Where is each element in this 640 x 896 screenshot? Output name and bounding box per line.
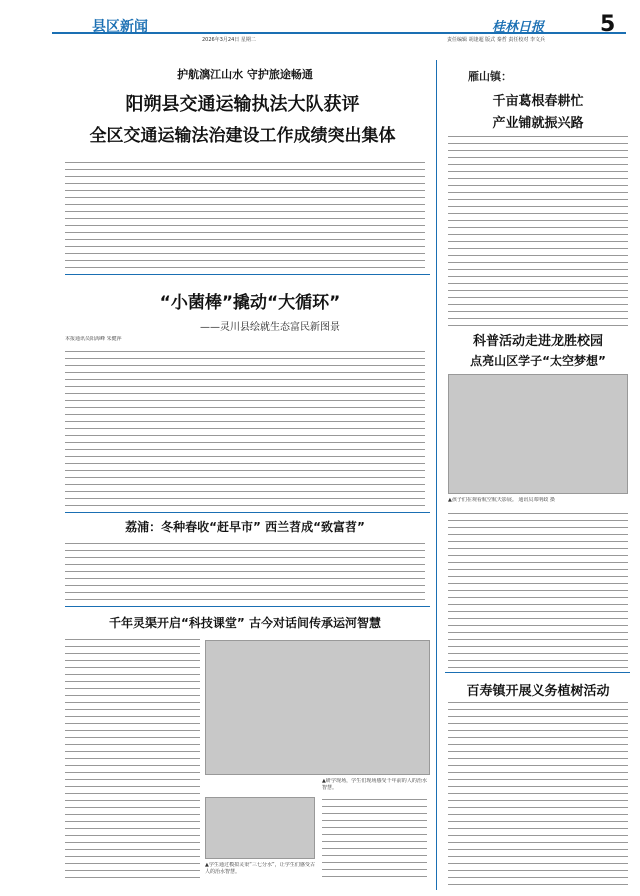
divider [65,512,430,513]
section-name: 县区新闻 [92,19,148,35]
page-number: 5 [600,12,616,37]
story2-dateline: 本报通讯员阳海峰 朱健萍 [65,336,122,342]
lead-title-line1: 阳朔县交通运输执法大队获评 [125,94,360,115]
lead-kicker: 护航漓江山水 守护旅途畅通 [177,68,313,81]
paper-name: 桂林日报 [492,20,545,35]
divider [65,606,430,607]
divider [65,274,430,275]
masthead [52,14,626,44]
right-story2-title1: 科普活动走进龙胜校园 [472,334,603,349]
right-title-line2: 产业铺就振兴路 [492,116,584,131]
right-title-line1: 千亩葛根春耕忙 [492,94,584,109]
editors-line: 责任编辑 胡逢超 版式 秦哲 责任校对 李文兵 [447,37,545,43]
story3-body [65,540,425,600]
story4-caption2: ▲学生通过模拟灵渠“三七分水”，让学生们感受古人的治水智慧。 [205,862,315,875]
story3-title: 荔浦：冬种春收“赶早市” 西兰苕成“致富苕” [125,520,365,534]
story2-subtitle: ——灵川县绘就生态富民新图景 [200,322,340,333]
photo-study-tour [205,640,430,775]
right-story3-body [448,700,628,885]
right-story2-body [448,508,628,668]
lead-title-line2: 全区交通运输法治建设工作成绩突出集体 [89,126,396,146]
right-story3-title: 百寿镇开展义务植树活动 [466,684,610,699]
divider [445,672,630,673]
story4-body [65,638,200,878]
story4-body2 [322,797,427,877]
photo-lingqu-model [205,797,315,859]
story2-title: “小菌棒”撬动“大循环” [159,293,341,313]
story4-title: 千年灵渠开启“科技课堂” 古今对话间传承运河智慧 [109,616,381,630]
right-column-tag: 雁山镇： [468,70,512,83]
story4-caption1: ▲研学现场，学生们现场感受千年前的人的治水智慧。 [322,778,427,791]
right-story2-title2: 点亮山区学子“太空梦想” [470,354,606,368]
right-photo-caption: ▲孩子们在观看航空航天影展。 通讯员邓明政 摄 [448,497,556,503]
lead-body [65,158,425,268]
photo-space-exhibit [448,374,628,494]
issue-date: 2026年3月24日 星期二 [202,37,256,43]
right-column-rule [436,60,437,890]
right-story1-body [448,136,628,326]
story2-body [65,346,425,506]
